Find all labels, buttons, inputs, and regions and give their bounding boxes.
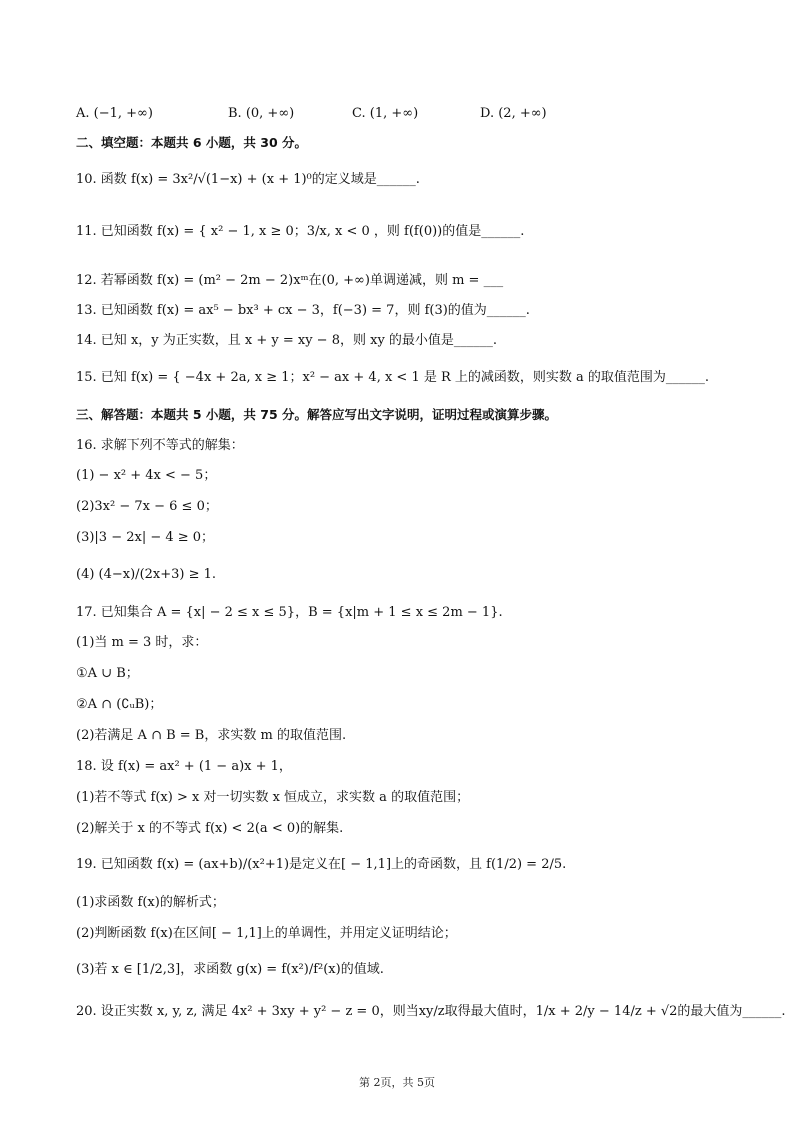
- page-footer: 第 2页，共 5页: [359, 1076, 435, 1089]
- question-16-part-4: (4) (4−x)/(2x+3) ≥ 1.: [76, 567, 217, 582]
- question-17-part-1: (1)当 m = 3 时，求：: [76, 635, 208, 650]
- question-15: 15. 已知 f(x) = { −4x + 2a, x ≥ 1；x² − ax + 4, x < 1 是 R 上的减函数，则实数 a 的取值范围为______.: [76, 370, 710, 385]
- question-19-part-3: (3)若 x ∈ [1/2,3]，求函数 g(x) = f(x²)/f²(x)的值域.: [76, 962, 384, 977]
- question-14: 14. 已知 x，y 为正实数，且 x + y = xy − 8，则 xy 的最小值是______.: [76, 333, 498, 348]
- question-18-part-1: (1)若不等式 f(x) > x 对一切实数 x 恒成立，求实数 a 的取值范围；: [76, 790, 470, 805]
- question-17-part-1b: ②A ∩ (∁ᵤB)；: [76, 697, 163, 712]
- question-16-part-1: (1) − x² + 4x < − 5；: [76, 468, 217, 483]
- question-16: 16. 求解下列不等式的解集：: [76, 438, 244, 453]
- question-20: 20. 设正实数 x, y, z, 满足 4x² + 3xy + y² − z = 0，则当xy/z取得最大值时，1/x + 2/y − 14/z + √2的最大值为______.: [76, 1004, 786, 1019]
- question-13: 13. 已知函数 f(x) = ax⁵ − bx³ + cx − 3，f(−3) = 7，则 f(3)的值为______.: [76, 303, 530, 318]
- question-10: 10. 函数 f(x) = 3x²/√(1−x) + (x + 1)⁰的定义域是______.: [76, 172, 420, 187]
- question-17-part-2: (2)若满足 A ∩ B = B，求实数 m 的取值范围.: [76, 728, 347, 743]
- section-heading-solutions: 三、解答题：本题共 5 小题，共 75 分。解答应写出文字说明，证明过程或演算步骤。: [76, 407, 558, 422]
- question-19-part-2: (2)判断函数 f(x)在区间[ − 1,1]上的单调性，并用定义证明结论；: [76, 926, 457, 941]
- option-c: C. (1, +∞): [352, 106, 419, 121]
- question-17-part-1a: ①A ∪ B；: [76, 666, 139, 681]
- option-d: D. (2, +∞): [480, 106, 547, 121]
- question-16-part-2: (2)3x² − 7x − 6 ≤ 0；: [76, 499, 218, 514]
- question-18-part-2: (2)解关于 x 的不等式 f(x) < 2(a < 0)的解集.: [76, 821, 344, 836]
- question-12: 12. 若幂函数 f(x) = (m² − 2m − 2)xᵐ在(0, +∞)单调递减，则 m = ___: [76, 273, 504, 288]
- section-heading-fill-in: 二、填空题：本题共 6 小题，共 30 分。: [76, 135, 308, 150]
- question-17: 17. 已知集合 A = {x| − 2 ≤ x ≤ 5}，B = {x|m + 1 ≤ x ≤ 2m − 1}.: [76, 605, 503, 620]
- answer-options: [76, 104, 556, 124]
- question-11: 11. 已知函数 f(x) = { x² − 1, x ≥ 0；3/x, x < 0 ，则 f(f(0))的值是______.: [76, 224, 525, 239]
- question-18: 18. 设 f(x) = ax² + (1 − a)x + 1，: [76, 759, 292, 774]
- question-19-part-1: (1)求函数 f(x)的解析式；: [76, 895, 225, 910]
- question-16-part-3: (3)|3 − 2x| − 4 ≥ 0；: [76, 530, 215, 545]
- question-19: 19. 已知函数 f(x) = (ax+b)/(x²+1)是定义在[ − 1,1]上的奇函数，且 f(1/2) = 2/5.: [76, 857, 567, 872]
- option-a: A. (−1, +∞): [76, 106, 153, 121]
- option-b: B. (0, +∞): [228, 106, 295, 121]
